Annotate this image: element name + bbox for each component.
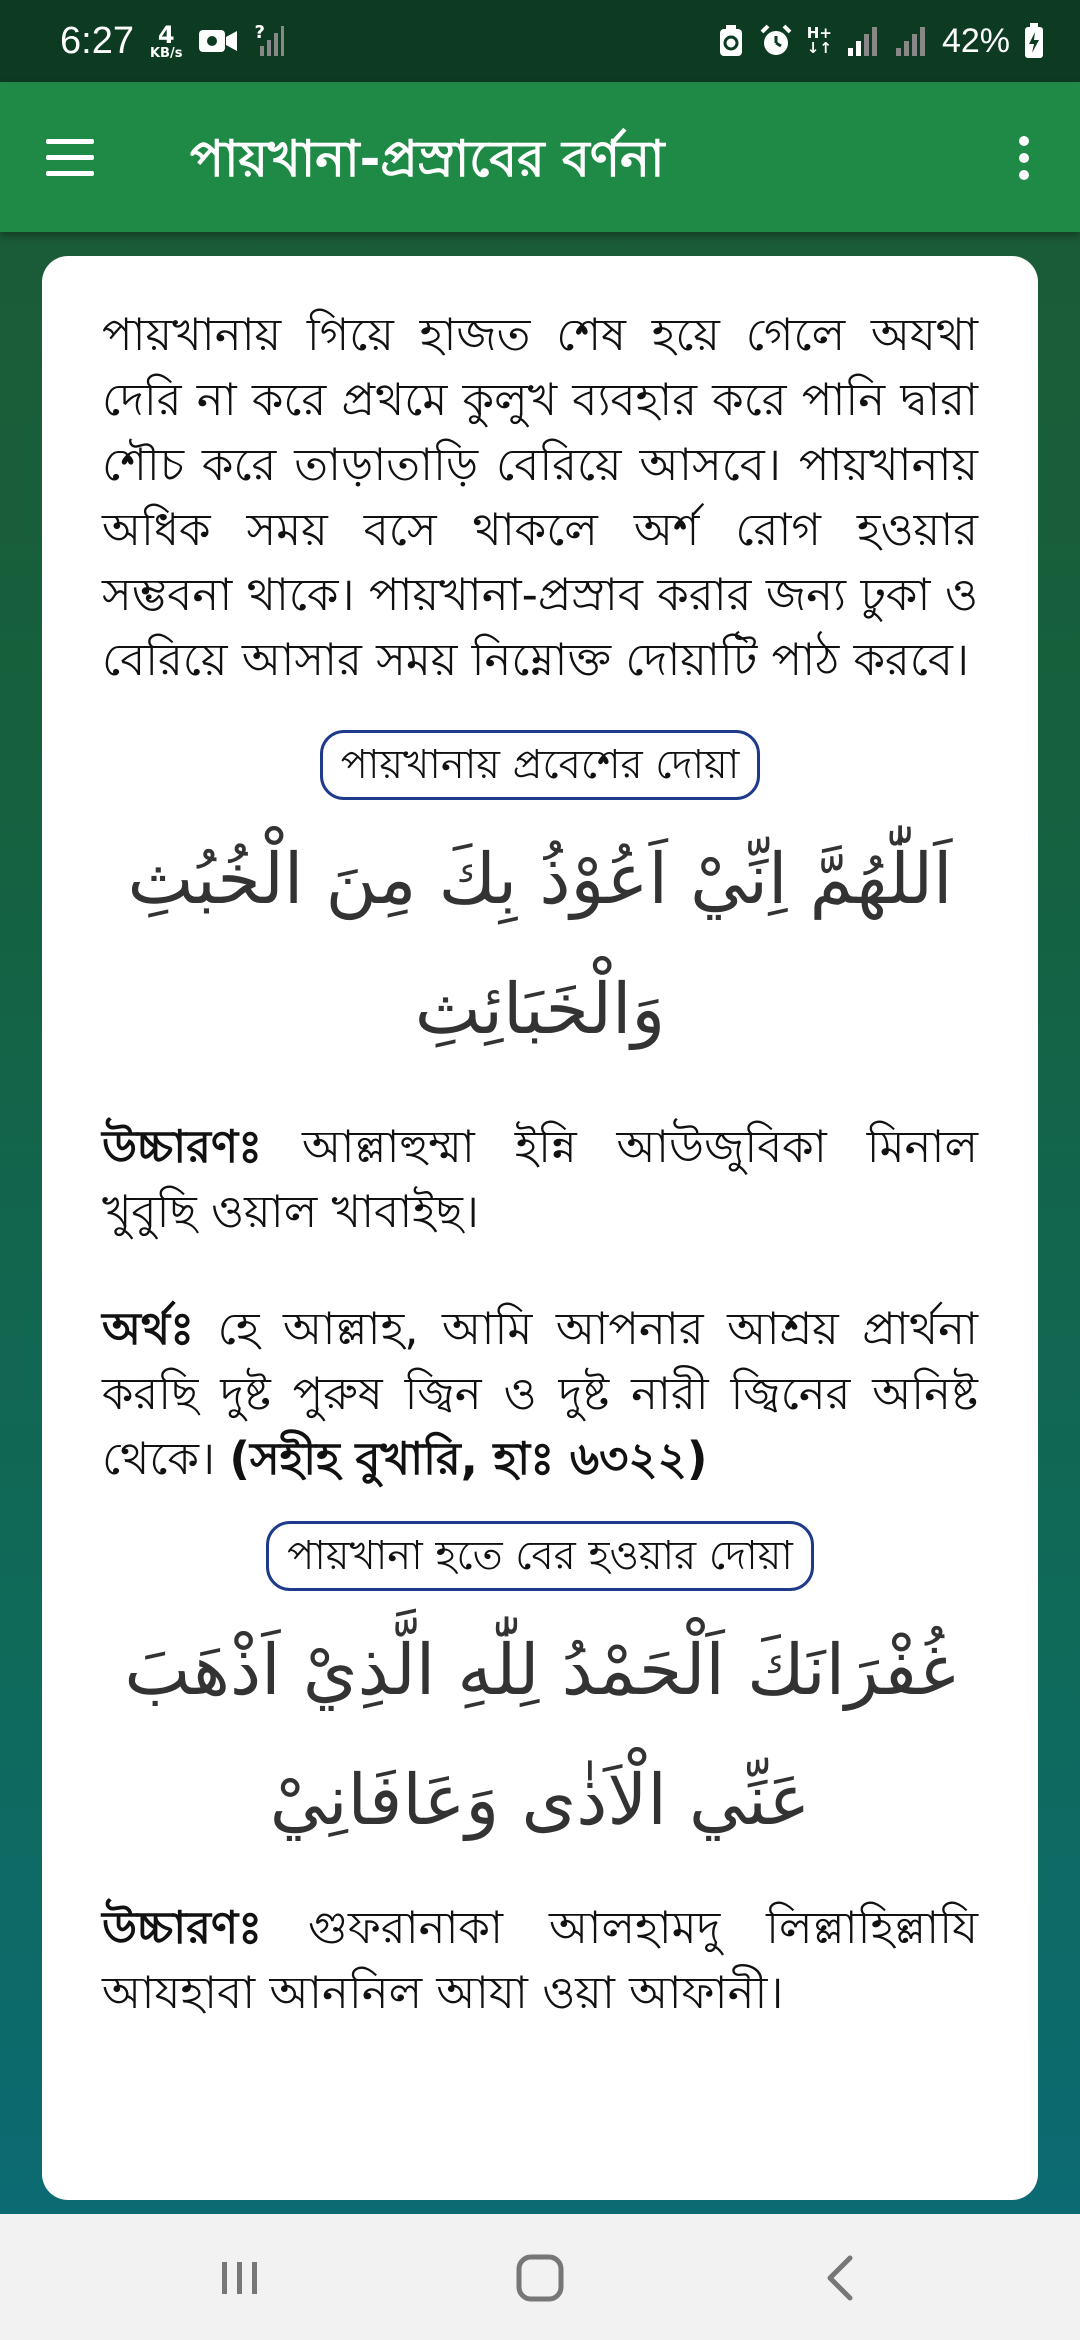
battery-saver-icon xyxy=(717,24,745,58)
pronunciation-text: আল্লাহুম্মা ইন্নি আউজুবিকা মিনাল খুবুছি ওয়াল খাবাইছ। xyxy=(102,1120,978,1238)
meaning-label: অর্থঃ xyxy=(102,1302,195,1355)
exit-dua-arabic: غُفْرَانَكَ اَلْحَمْدُ لِلّٰهِ الَّذِيْ اَذْهَبَ عَنِّي الْاَذٰى وَعَافَانِيْ xyxy=(124,1629,956,1841)
page-title: পায়খানা-প্রস্রাবের বর্ণনা xyxy=(190,130,665,188)
system-nav-bar xyxy=(0,2214,1080,2340)
intro-paragraph: পায়খানায় গিয়ে হাজত শেষ হয়ে গেলে অযথা দেরি না করে প্রথমে কুলুখ ব্যবহার করে পানি দ্বারা শৌচ করে তাড়াতাড়ি বেরিয়ে আসবে। পায়খানায় অধিক সময় বসে থাকলে অর্শ রোগ হওয়ার সম্ভবনা থাকে। পায়খানা-প্রস্রাব করার জন্য ঢুকা ও বেরিয়ে আসার সময় নিম্নোক্ত দোয়াটি পাঠ করবে। xyxy=(102,308,978,686)
recent-apps-icon[interactable] xyxy=(210,2250,270,2306)
content-card[interactable] xyxy=(42,256,1038,2200)
pronunciation-label: উচ্চারণঃ xyxy=(102,1901,263,1954)
home-icon[interactable] xyxy=(510,2250,570,2306)
app-bar xyxy=(0,82,1080,232)
battery-charging-icon xyxy=(1024,23,1044,59)
network-hplus-icon xyxy=(807,26,832,56)
unknown-signal-mark: ? xyxy=(254,22,265,43)
battery-percent: 42% xyxy=(941,21,1010,60)
entry-dua-heading-wrap xyxy=(102,730,978,800)
more-vert-icon[interactable] xyxy=(1004,130,1044,186)
alarm-icon xyxy=(759,24,793,58)
content-body xyxy=(102,302,978,2025)
hadith-reference: (সহীহ বুখারি, হাঃ ৬৩২২) xyxy=(229,1432,708,1485)
hamburger-menu-icon[interactable] xyxy=(44,135,100,181)
back-icon[interactable] xyxy=(812,2250,872,2306)
exit-dua-pronunciation xyxy=(102,1895,978,2025)
pronunciation-text: গুফরানাকা আলহামদু লিল্লাহিল্লাযি আযহাবা আননিল আযা ওয়া আফানী। xyxy=(102,1901,978,2019)
network-speed-value: 4 xyxy=(157,20,175,49)
exit-dua-heading: পায়খানা হতে বের হওয়ার দোয়া xyxy=(266,1521,814,1591)
network-speed xyxy=(149,20,183,61)
network-speed-unit: KB/s xyxy=(149,45,183,61)
unknown-signal-icon xyxy=(254,24,284,58)
status-bar xyxy=(0,0,1080,82)
network-type: H+ xyxy=(806,24,832,42)
meaning-text: হে আল্লাহ, আমি আপনার আশ্রয় প্রার্থনা করছি দুষ্ট পুরুষ জ্বিন ও দুষ্ট নারী জ্বিনের অনিষ্ট থেকে। xyxy=(102,1302,978,1485)
entry-dua-heading: পায়খানায় প্রবেশের দোয়া xyxy=(320,730,761,800)
pronunciation-label: উচ্চারণঃ xyxy=(102,1120,263,1173)
exit-dua-heading-wrap xyxy=(102,1521,978,1591)
entry-dua-arabic: اَللّٰهُمَّ اِنِّيْ اَعُوْذُ بِكَ مِنَ الْخُبُثِ وَالْخَبَائِثِ xyxy=(127,838,953,1050)
status-time: 6:27 xyxy=(60,19,134,62)
network-arrows: ↓↑ xyxy=(806,39,832,57)
entry-dua-pronunciation xyxy=(102,1114,978,1244)
signal-bars-icon xyxy=(846,24,880,58)
video-icon xyxy=(198,26,238,56)
signal-bars-icon xyxy=(894,24,928,58)
entry-dua-meaning xyxy=(102,1296,978,1491)
